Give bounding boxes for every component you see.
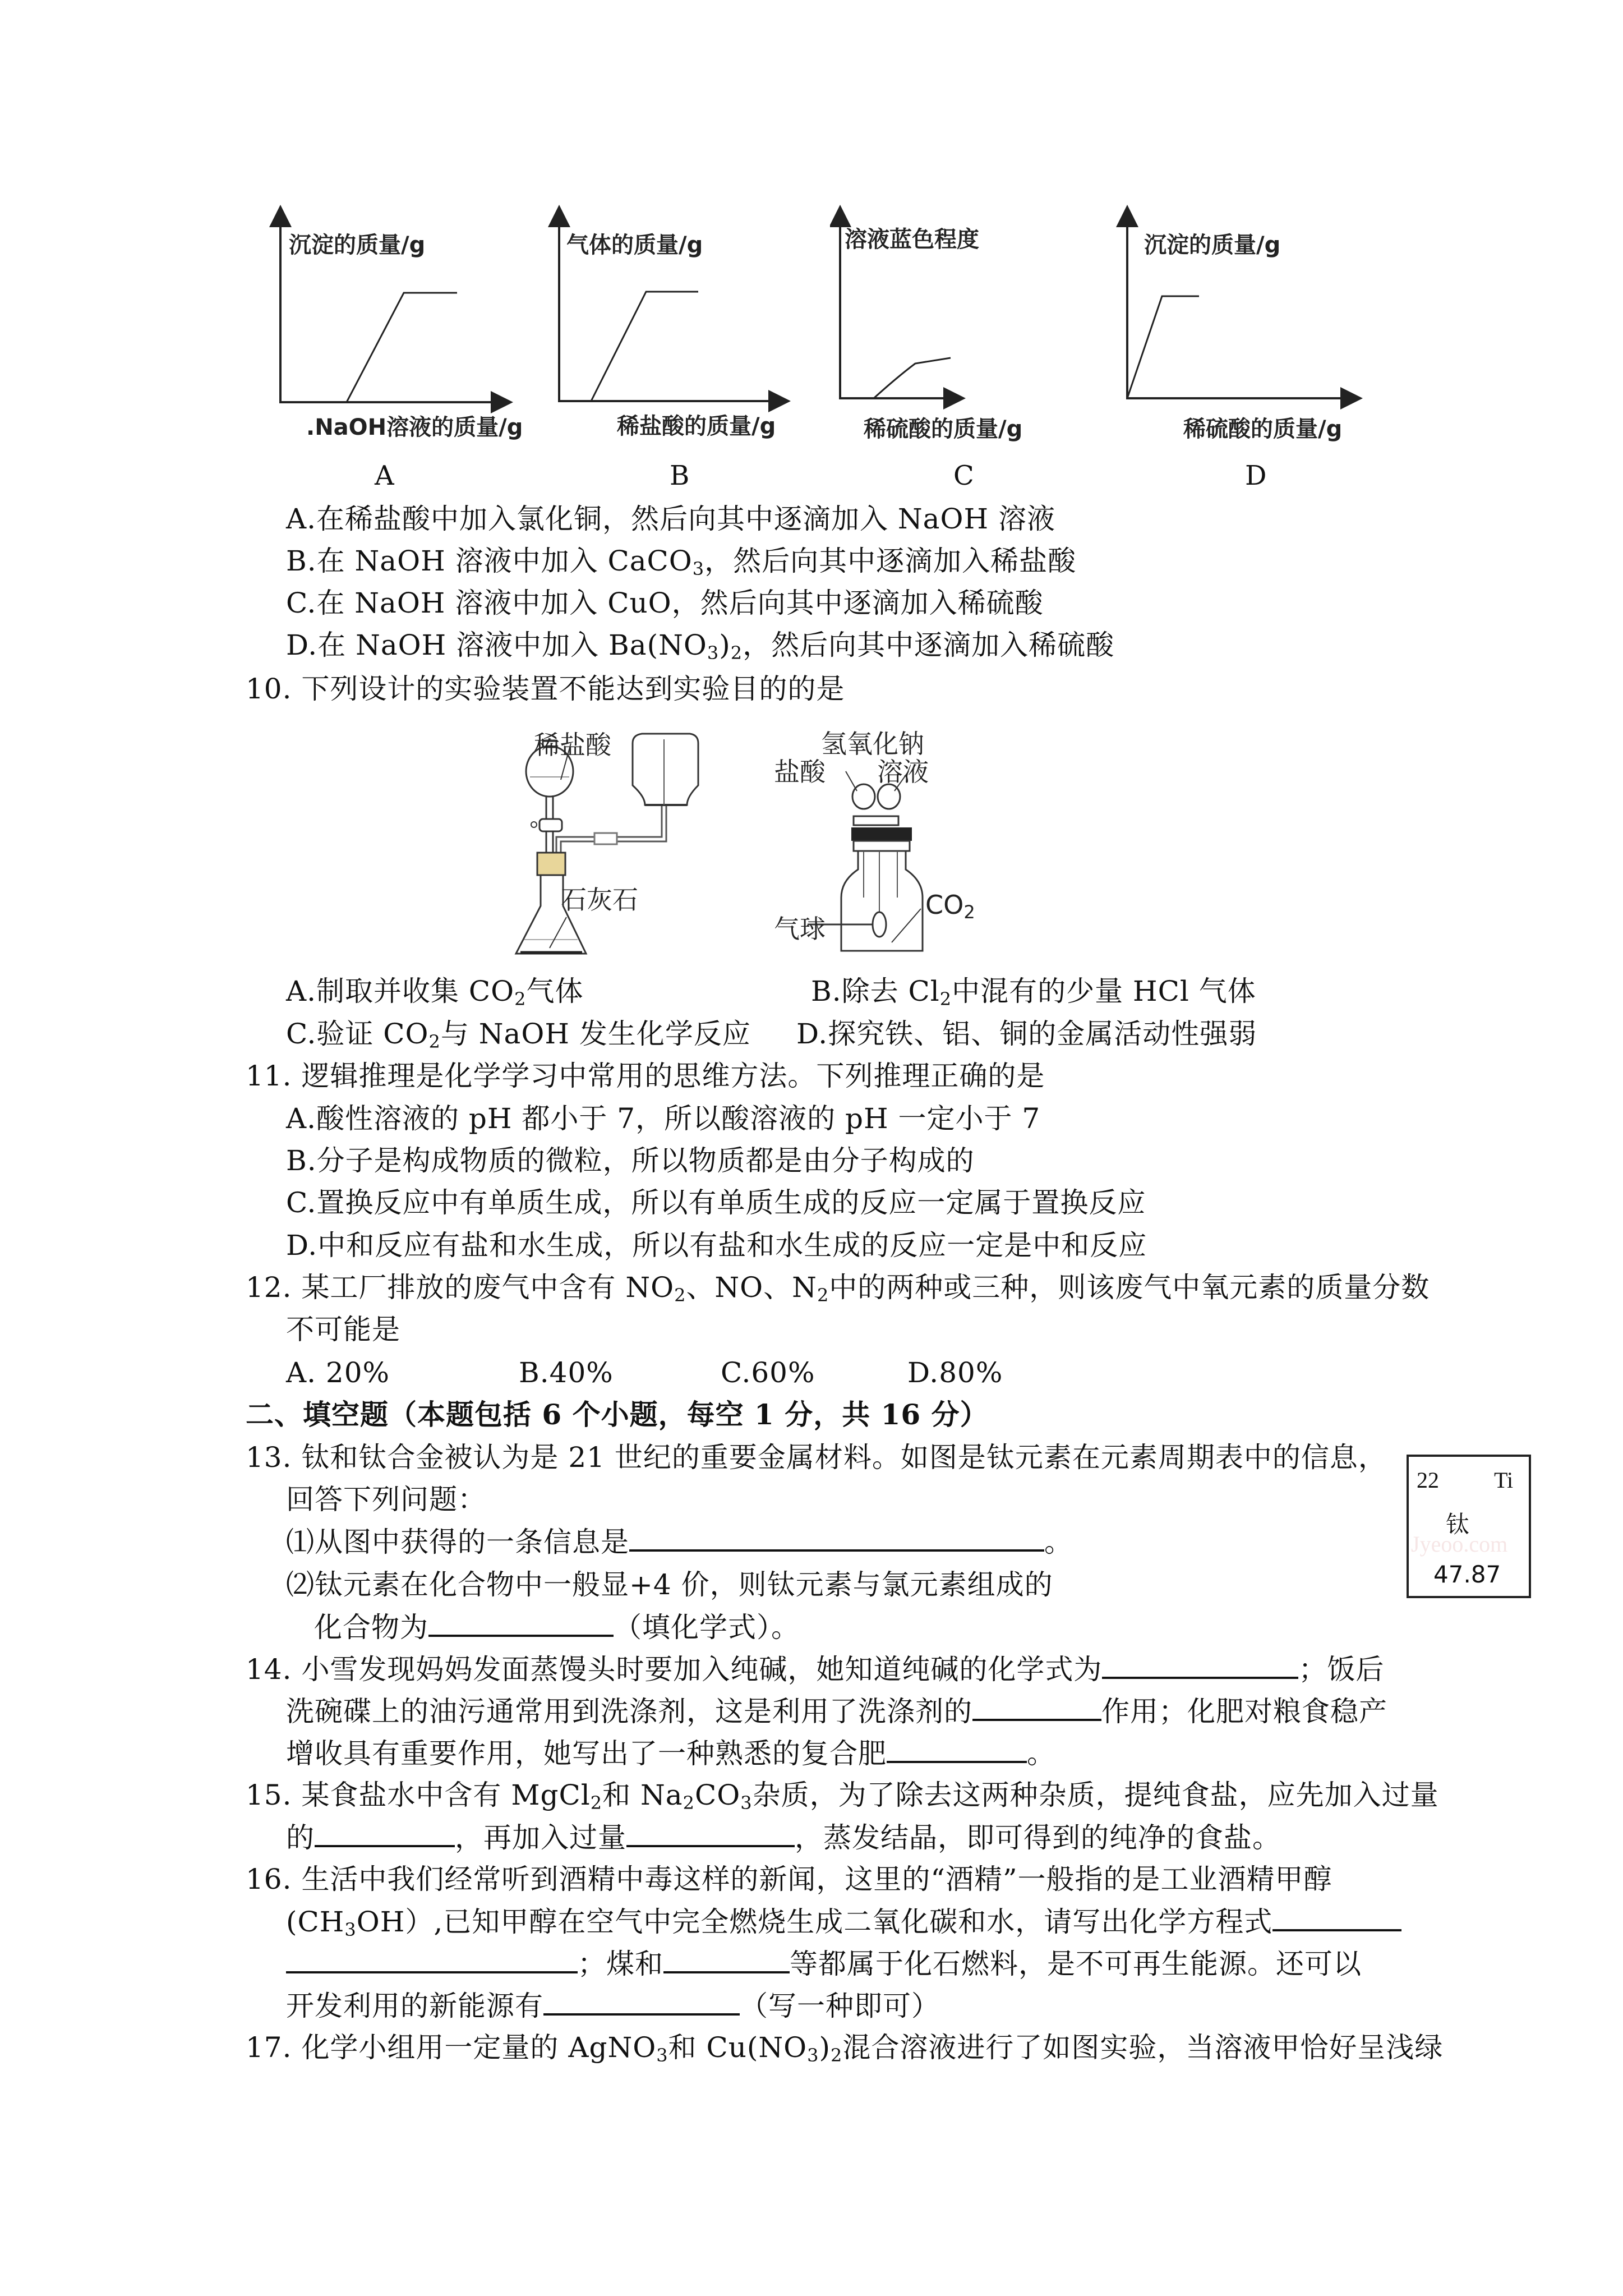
question-number: 17. (246, 2031, 292, 2064)
question-text: 生活中我们经常听到酒精中毒这样的新闻，这里的“酒精”一般指的是工业酒精甲醇 (301, 1863, 1332, 1895)
q12-option-c: C.60% (721, 1356, 815, 1389)
q10-stem (246, 672, 845, 706)
graph-b-ylabel: 气体的质量/g (566, 232, 703, 258)
answer-blank[interactable] (428, 1610, 614, 1637)
question-number: 11. (246, 1060, 292, 1092)
subscript: 2 (674, 1285, 686, 1306)
question-text: 化学小组用一定量的 AgNO (301, 2031, 657, 2064)
series-line (874, 358, 951, 398)
series-line (347, 293, 457, 402)
subscript: 3 (740, 1792, 753, 1814)
label-naoh: 氢氧化钠 (821, 729, 924, 759)
answer-blank[interactable] (663, 1947, 790, 1973)
option-text: C.在 NaOH 溶液中加入 CuO，然后向其中逐滴加入稀硫酸 (286, 587, 1044, 619)
answer-blank[interactable] (1272, 1904, 1401, 1931)
question-text: ，蒸发结晶，即可得到的纯净的食盐。 (795, 1821, 1281, 1854)
subscript: 2 (428, 1031, 441, 1052)
answer-blank[interactable] (286, 1947, 578, 1973)
question-text: 杂质，为了除去这两种杂质，提纯食盐，应先加入过量 (752, 1779, 1439, 1811)
q9-option-a (286, 502, 1055, 536)
q13-stem (246, 1441, 1387, 1474)
q13-part2-line2 (314, 1610, 800, 1644)
answer-blank[interactable] (315, 1820, 455, 1847)
option-text: 气体 (526, 975, 584, 1007)
q12-option-b: B.40% (519, 1356, 614, 1389)
subscript: 2 (683, 1792, 695, 1814)
option-text: ) (719, 629, 731, 661)
q11-stem (246, 1059, 1045, 1093)
q13-stem-line2: 回答下列问题： (286, 1483, 486, 1516)
subscript: 3 (344, 1919, 357, 1940)
question-text: ) (819, 2031, 831, 2064)
question-number: 13. (246, 1441, 292, 1474)
subscript: 3 (707, 642, 720, 664)
graph-a-caption: A (375, 460, 394, 491)
option-text: D.在 NaOH 溶液中加入 Ba(NO (286, 629, 707, 661)
graph-d-ylabel: 沉淀的质量/g (1144, 232, 1281, 258)
section-2-title: 二、填空题（本题包括 6 个小题，每空 1 分，共 16 分） (246, 1398, 989, 1431)
question-text: （填化学式）。 (614, 1611, 800, 1644)
answer-blank[interactable] (543, 1989, 740, 2016)
option-text: A.在稀盐酸中加入氯化铜，然后向其中逐滴加入 NaOH 溶液 (286, 503, 1055, 535)
apparatus-co2-generation (505, 718, 785, 959)
q17-line1 (246, 2031, 1443, 2064)
periodic-table-cell-titanium (1407, 1455, 1531, 1598)
label-balloon: 气球 (774, 914, 826, 944)
element-symbol: Ti (1494, 1467, 1514, 1493)
q12-option-a: A. 20% (286, 1356, 390, 1389)
question-number: 16. (246, 1863, 292, 1895)
q14-line2 (286, 1694, 1387, 1728)
answer-blank[interactable] (629, 1525, 1044, 1552)
option-text: ，然后向其中逐滴加入稀硫酸 (743, 629, 1115, 661)
q14-line1 (246, 1652, 1384, 1686)
label-solution: 溶液 (877, 757, 929, 787)
graph-c-caption: C (953, 460, 974, 491)
option-text: D.探究铁、铝、铜的金属活动性强弱 (796, 1018, 1257, 1050)
option-text: 与 NaOH 发生化学反应 (440, 1018, 751, 1050)
question-text: ；煤和 (578, 1948, 663, 1980)
q14-line3 (286, 1736, 1055, 1770)
element-name: 钛 (1446, 1511, 1470, 1538)
question-text: OH）,已知甲醇在空气中完全燃烧生成二氧化碳和水，请写出化学方程式 (356, 1906, 1273, 1938)
q11-option-c: C.置换反应中有单质生成，所以有单质生成的反应一定属于置换反应 (286, 1186, 1146, 1219)
q13-part2: ⑵钛元素在化合物中一般显+4 价，则钛元素与氯元素组成的 (286, 1568, 1053, 1601)
graph-c-xlabel: 稀硫酸的质量/g (864, 416, 1023, 442)
subscript: 2 (514, 988, 527, 1010)
q11-option-d: D.中和反应有盐和水生成，所以有盐和水生成的反应一定是中和反应 (286, 1229, 1147, 1262)
question-text: 逻辑推理是化学学习中常用的思维方法。下列推理正确的是 (301, 1060, 1045, 1092)
atomic-number: 22 (1417, 1467, 1439, 1493)
graph-d-xlabel: 稀硫酸的质量/g (1183, 416, 1343, 442)
q10-option-b (811, 974, 1256, 1008)
subscript: 2 (817, 1285, 829, 1306)
question-text: 作用；化肥对粮食稳产 (1101, 1695, 1387, 1728)
question-text: 增收具有重要作用，她写出了一种熟悉的复合肥 (286, 1737, 887, 1770)
question-text: 钛和钛合金被认为是 21 世纪的重要金属材料。如图是钛元素在元素周期表中的信息， (301, 1441, 1387, 1474)
graph-a-xlabel: .NaOH溶液的质量/g (306, 415, 523, 440)
option-text: B.除去 Cl (811, 975, 940, 1007)
graph-a-ylabel: 沉淀的质量/g (289, 232, 426, 258)
subscript: 3 (692, 558, 705, 579)
question-text: 某食盐水中含有 MgCl (301, 1779, 591, 1811)
question-text: 的 (286, 1821, 315, 1854)
option-text: A.制取并收集 CO (286, 975, 515, 1007)
question-text: (CH (286, 1906, 345, 1938)
question-text: ⑴从图中获得的一条信息是 (286, 1526, 629, 1558)
watermark: Jyeoo.com (1411, 1531, 1508, 1557)
q10-option-a (286, 974, 584, 1008)
answer-blank[interactable] (887, 1736, 1027, 1763)
q11-option-b: B.分子是构成物质的微粒，所以物质都是由分子构成的 (286, 1144, 975, 1177)
atomic-mass: 47.87 (1433, 1561, 1501, 1588)
question-text: 某工厂排放的废气中含有 NO (301, 1271, 675, 1304)
question-text: 。 (1027, 1737, 1055, 1770)
label-hcl: 盐酸 (774, 757, 826, 787)
option-text: ，然后向其中逐滴加入稀盐酸 (704, 545, 1077, 577)
question-text: CO (694, 1779, 741, 1811)
question-number: 10. (246, 673, 292, 705)
q10-option-d (796, 1017, 1257, 1051)
answer-blank[interactable] (972, 1694, 1101, 1721)
co2-text: CO (925, 890, 964, 920)
question-text: 等都属于化石燃料，是不可再生能源。还可以 (790, 1948, 1362, 1980)
series-line (591, 292, 698, 401)
apparatus-co2-balloon (774, 718, 1009, 959)
option-text: B.在 NaOH 溶液中加入 CaCO (286, 545, 693, 577)
q9-option-b (286, 544, 1076, 578)
question-number: 15. (246, 1779, 292, 1811)
q16-line3 (286, 1947, 1362, 1981)
question-text: 化合物为 (314, 1611, 428, 1644)
q12-stem (246, 1271, 1430, 1304)
question-text: 和 Na (602, 1779, 683, 1811)
question-text: 开发利用的新能源有 (286, 1990, 543, 2022)
question-text: 混合溶液进行了如图实验，当溶液甲恰好呈浅绿 (842, 2031, 1444, 2064)
answer-blank[interactable] (1102, 1652, 1298, 1679)
q16-line4 (286, 1989, 940, 2023)
question-text: （写一种即可） (740, 1990, 940, 2022)
series-line (1127, 296, 1199, 398)
q12-stem-line2: 不可能是 (286, 1313, 400, 1346)
q10-option-c (286, 1017, 751, 1051)
question-number: 14. (246, 1653, 292, 1686)
answer-blank[interactable] (626, 1820, 795, 1847)
subscript: 3 (656, 2045, 668, 2066)
q11-option-a: A.酸性溶液的 pH 都小于 7，所以酸溶液的 pH 一定小于 7 (286, 1102, 1041, 1135)
option-text: C.验证 CO (286, 1018, 429, 1050)
subscript: 2 (831, 2045, 843, 2066)
graph-b-xlabel: 稀盐酸的质量/g (617, 413, 776, 439)
q16-line2 (286, 1904, 1401, 1939)
question-text: 洗碗碟上的油污通常用到洗涤剂，这是利用了洗涤剂的 (286, 1695, 972, 1728)
question-text: 和 Cu(NO (668, 2031, 808, 2064)
question-number: 12. (246, 1271, 292, 1304)
q9-option-d (286, 628, 1114, 662)
subscript: 2 (730, 642, 743, 664)
option-text: 中混有的少量 HCl 气体 (952, 975, 1256, 1007)
graph-b-caption: B (670, 460, 690, 491)
q13-part1 (286, 1525, 1073, 1559)
subscript: 2 (939, 988, 952, 1010)
subscript: 2 (590, 1792, 603, 1814)
question-text: 中的两种或三种，则该废气中氧元素的质量分数 (829, 1271, 1430, 1304)
graph-c-ylabel: 溶液蓝色程度 (845, 227, 979, 252)
question-text: ，再加入过量 (455, 1821, 626, 1854)
q15-line1 (246, 1778, 1439, 1812)
question-text: 、NO、N (686, 1271, 817, 1304)
subscript: 3 (807, 2045, 819, 2066)
q12-option-d: D.80% (907, 1356, 1003, 1389)
graph-d-caption: D (1245, 460, 1267, 491)
label-dilute-hcl: 稀盐酸 (534, 730, 611, 760)
q9-option-c (286, 586, 1044, 620)
subscript: 2 (963, 901, 975, 923)
question-text: 小雪发现妈妈发面蒸馒头时要加入纯碱，她知道纯碱的化学式为 (301, 1653, 1103, 1686)
q15-line2 (286, 1820, 1281, 1855)
label-co2 (925, 890, 975, 923)
question-text: 下列设计的实验装置不能达到实验目的的是 (301, 673, 845, 705)
question-text: ；饭后 (1298, 1653, 1385, 1686)
label-limestone: 石灰石 (561, 885, 638, 915)
q16-line1 (246, 1862, 1332, 1896)
question-text: 。 (1044, 1526, 1073, 1558)
